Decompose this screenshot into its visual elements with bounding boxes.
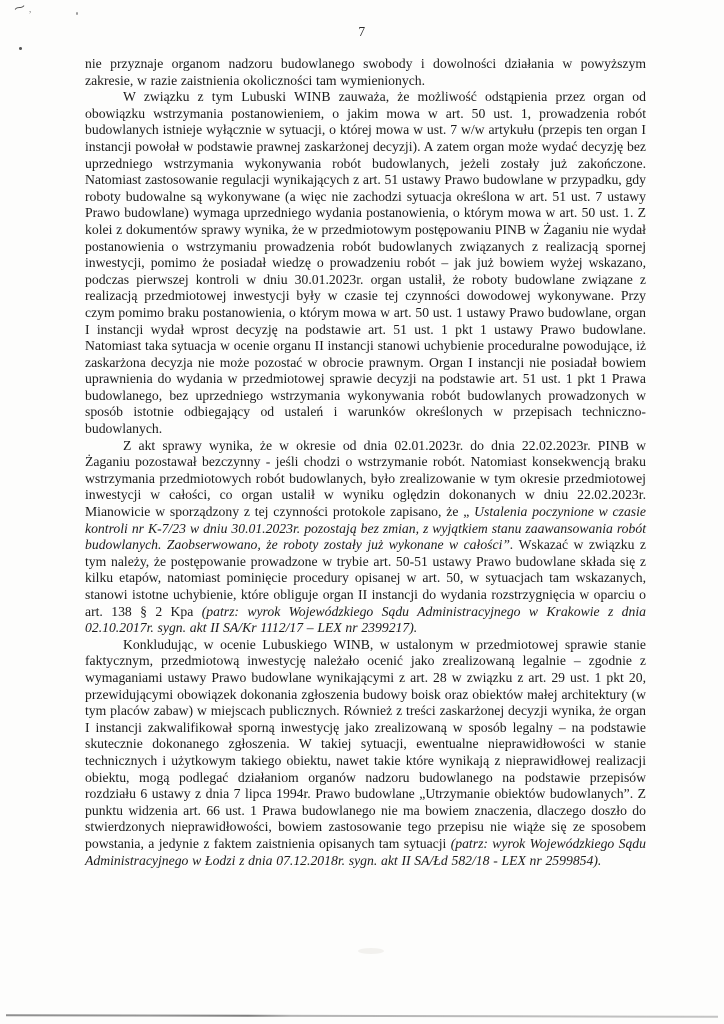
scan-edge-line — [6, 1014, 718, 1017]
text-segment: W związku z tym Lubuski WINB zauważa, że możliwość odstąpienia przez organ od obowiązku wstrzymania postanowieniem, o jakim mowa w art. 50 ust. 1, prowadzenia robót budowlanych istnieje wyłącznie w sytuacji, o której mowa w ust. 7 w/w artykułu (przepis ten organ I instancji powołał w podstawie prawnej zaskarżonej decyzji). A zatem organ może wydać decyzję bez uprzedniego wstrzymania wykonywania robót budowlanych, jeżeli zostały już zakończone. Natomiast zastosowanie regulacji wynikających z art. 51 ustawy Prawo budowlane w przypadku, gdy roboty budowalne są wykonywane (a więc nie zachodzi sytuacja określona w art. 51 ust. 7 ustawy Prawo budowlane) wymaga uprzedniego wydania postanowienia, o którym mowa w art. 50 ust. 1. Z kolei z dokumentów sprawy wynika, że w przedmiotowym postępowaniu PINB w Żaganiu nie wydał postanowienia o wstrzymaniu prowadzenia robót budowlanych związanych z realizacją spornej inwestycji, pomimo że posiadał wiedzę o prowadzeniu robót – jak już bowiem wyżej wskazano, podczas pierwszej kontroli w dniu 30.01.2023r. organ ustalił, że roboty budowlane związane z realizacją przedmiotowej inwestycji były w czasie tej czynności dowodowej wykonywane. Przy czym pomimo braku postanowienia, o którym mowa w art. 50 ust. 1 ustawy Prawo budowlane, organ I instancji wydał wprost decyzję na podstawie art. 51 ust. 1 pkt 1 ustawy Prawo budowlane. Natomiast taka sytuacja w ocenie organu II instancji stanowi uchybienie proceduralne powodujące, iż zaskarżona decyzja nie może pozostać w obrocie prawnym. Organ I instancji nie posiadał bowiem uprawnienia do wydania w przedmiotowej sprawie decyzji na podstawie art. 51 ust. 1 pkt 1 Prawa budowlanego, bez uprzedniego wstrzymania wykonywania robót budowlanych prowadzonych w sposób istotnie odbiegający od ustaleń i warunków określonych w przepisach techniczno-budowlanych. — [85, 89, 646, 437]
scan-artifact — [358, 948, 384, 954]
page-number: 7 — [358, 24, 366, 39]
case-law-citation: (patrz: wyrok Wojewódzkiego Sądu Administracyjnego w Krakowie z dnia 02.10.2017r. sygn. akt II SA/Kr 1112/17 – LEX nr 2399217). — [85, 603, 646, 636]
text-segment: Konkludując, w ocenie Lubuskiego WINB, w ustalonym w przedmiotowej sprawie stanie faktycznym, przedmiotową inwestycję należało ocenić jako zrealizowaną legalnie – zgodnie z wymaganiami ustawy Prawo budowlane wynikającymi z art. 28 w związku z art. 29 ust. 1 pkt 20, przewidującymi obowiązek dokonania zgłoszenia budowy boisk oraz obiektów małej architektury (w tym placów zabaw) w miejscach publicznych. Również z treści zaskarżonej decyzji wynika, że organ I instancji zakwalifikował sporną inwestycję jako zrealizowaną w sposób legalny – na podstawie skutecznie dokonanego zgłoszenia. W takiej sytuacji, ewentualne nieprawidłowości w stanie technicznych i użytkowym takiego obiektu, nawet takie które wynikają z nieprawidłowej realizacji obiektu, mogą podlegać działaniom organów nadzoru budowlanego na podstawie przepisów rozdziału 6 ustawy z dnia 7 lipca 1994r. Prawo budowlane „Utrzymanie obiektów budowlanych”. Z punktu widzenia art. 66 ust. 1 Prawa budowlanego nie ma bowiem znaczenia, dlaczego doszło do stwierdzonych nieprawidłowości, bowiem zastosowanie tego przepisu nie wiąże się ze sposobem powstania, a jedynie z faktem zaistnienia opisanych tam sytuacji — [85, 636, 646, 851]
scan-artifact: , — [29, 4, 32, 14]
paragraph-4 — [85, 637, 646, 869]
quoted-protocol-text: Ustalenia poczynione w czasie kontroli nr K-7/23 w dniu 30.01.2023r. pozostają bez zmian, z wyjątkiem stanu zaawansowania robót budowlanych. Zaobserwowano, że roboty zostały już wykonane w całości”. — [85, 504, 646, 553]
paragraph-2 — [85, 89, 646, 437]
text-segment: nie przyznaje organom nadzoru budowlanego swobody i dowolności działania w powyższym zakresie, w razie zaistnienia okoliczności tam wymienionych. — [85, 56, 646, 88]
paragraph-1 — [85, 56, 646, 89]
text-segment: Z akt sprawy wynika, że w okresie od dnia 02.01.2023r. do dnia 22.02.2023r. PINB w Żaganiu pozostawał bezczynny - jeśli chodzi o wstrzymanie robót. Natomiast konsekwencją braku wstrzymania przedmiotowych robót budowlanych, było zrealizowanie w tym okresie przedmiotowej inwestycji w całości, co organ ustalił w wyniku oględzin dokonanych w dniu 22.02.2023r. Mianowicie w sporządzony z tej czynności protokole zapisano, że „ — [85, 437, 646, 520]
scan-artifact: ⁓ — [12, 0, 27, 16]
scan-artifact — [19, 47, 22, 50]
text-segment: Wskazać w związku z tym należy, że postępowanie prowadzone w trybie art. 50-51 ustawy Prawo budowlane składa się z kilku etapów, natomiast pominięcie procedury opisanej w art. 50, w sytuacjach tam wskazanych, stanowi istotne uchybienie, które obliguje organ II instancji do wydania rozstrzygnięcia w oparciu o art. 138 § 2 Kpa — [85, 537, 646, 619]
scan-artifact — [76, 12, 78, 15]
document-body — [85, 56, 646, 869]
paragraph-3 — [85, 438, 646, 637]
case-law-citation: (patrz: wyrok Wojewódzkiego Sądu Administracyjnego w Łodzi z dnia 07.12.2018r. sygn. akt II SA/Łd 582/18 - LEX nr 2599854). — [85, 835, 646, 868]
